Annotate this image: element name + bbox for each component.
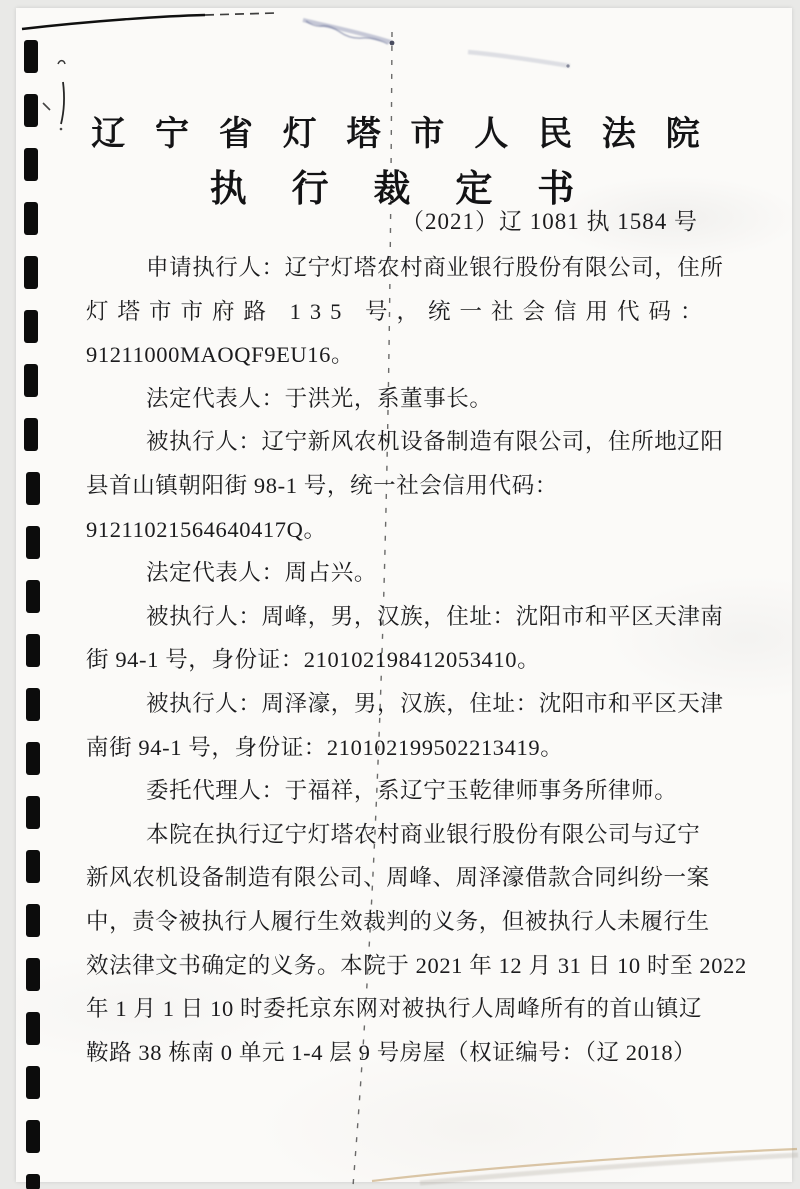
text-line: 被执行人：周泽濠，男，汉族，住址：沈阳市和平区天津 xyxy=(146,690,724,716)
binding-hole xyxy=(26,958,40,991)
text-line: 新风农机设备制造有限公司、周峰、周泽濠借款合同纠纷一案 xyxy=(86,865,710,891)
text-line: 年 1 月 1 日 10 时委托京东网对被执行人周峰所有的首山镇辽 xyxy=(86,996,703,1022)
text-line: 法定代表人：周占兴。 xyxy=(146,560,378,586)
binding-hole xyxy=(24,148,38,181)
binding-hole xyxy=(24,310,38,343)
binding-hole xyxy=(24,418,38,451)
text-line: 本院在执行辽宁灯塔农村商业银行股份有限公司与辽宁 xyxy=(146,821,701,847)
text-line: 县首山镇朝阳街 98-1 号，统一社会信用代码： xyxy=(86,472,558,498)
binding-hole xyxy=(26,580,40,613)
text-line: 街 94-1 号，身份证：210102198412053410。 xyxy=(86,647,541,673)
binding-hole xyxy=(26,634,40,667)
binding-hole xyxy=(26,1012,40,1045)
case-number: （2021）辽 1081 执 1584 号 xyxy=(401,209,698,234)
text-line: 南街 94-1 号，身份证：210102199502213419。 xyxy=(86,734,564,760)
binding-hole xyxy=(24,94,38,127)
text-line: 被执行人：辽宁新风农机设备制造有限公司，住所地辽阳 xyxy=(146,429,724,455)
document-body xyxy=(86,246,747,1074)
text-line: 效法律文书确定的义务。本院于 2021 年 12 月 31 日 10 时至 2022 xyxy=(86,952,747,978)
binding-hole xyxy=(26,1066,40,1099)
court-name: 辽 宁 省 灯 塔 市 人 民 法 院 xyxy=(91,114,709,154)
binding-hole xyxy=(24,202,38,235)
text-line: 被执行人：周峰，男，汉族，住址：沈阳市和平区天津南 xyxy=(146,603,724,629)
text-line: 申请执行人：辽宁灯塔农村商业银行股份有限公司，住所 xyxy=(146,255,724,280)
binding-hole xyxy=(26,472,40,505)
binding-hole xyxy=(26,526,40,559)
binding-hole xyxy=(24,256,38,289)
text-line: 91211000MAOQF9EU16。 xyxy=(86,342,355,368)
binding-hole xyxy=(26,850,40,883)
text-line: 法定代表人：于洪光，系董事长。 xyxy=(146,385,493,411)
binding-hole xyxy=(26,904,40,937)
text-line: 委托代理人：于福祥，系辽宁玉乾律师事务所律师。 xyxy=(146,778,678,804)
document-title: 执 行 裁 定 书 xyxy=(209,167,591,210)
binding-hole xyxy=(26,1174,40,1189)
binding-hole xyxy=(24,40,38,73)
binding-hole xyxy=(26,688,40,721)
text-line: 91211021564640417Q。 xyxy=(86,516,327,542)
binding-hole xyxy=(24,364,38,397)
text-line: 鞍路 38 栋南 0 单元 1-4 层 9 号房屋（权证编号：（辽 2018） xyxy=(86,1039,697,1065)
binding-hole xyxy=(26,1120,40,1153)
binding-hole xyxy=(26,742,40,775)
text-line: 灯塔市市府路 135 号，统一社会信用代码： xyxy=(86,298,712,324)
text-line: 中，责令被执行人履行生效裁判的义务，但被执行人未履行生 xyxy=(86,908,710,934)
binding-hole xyxy=(26,796,40,829)
